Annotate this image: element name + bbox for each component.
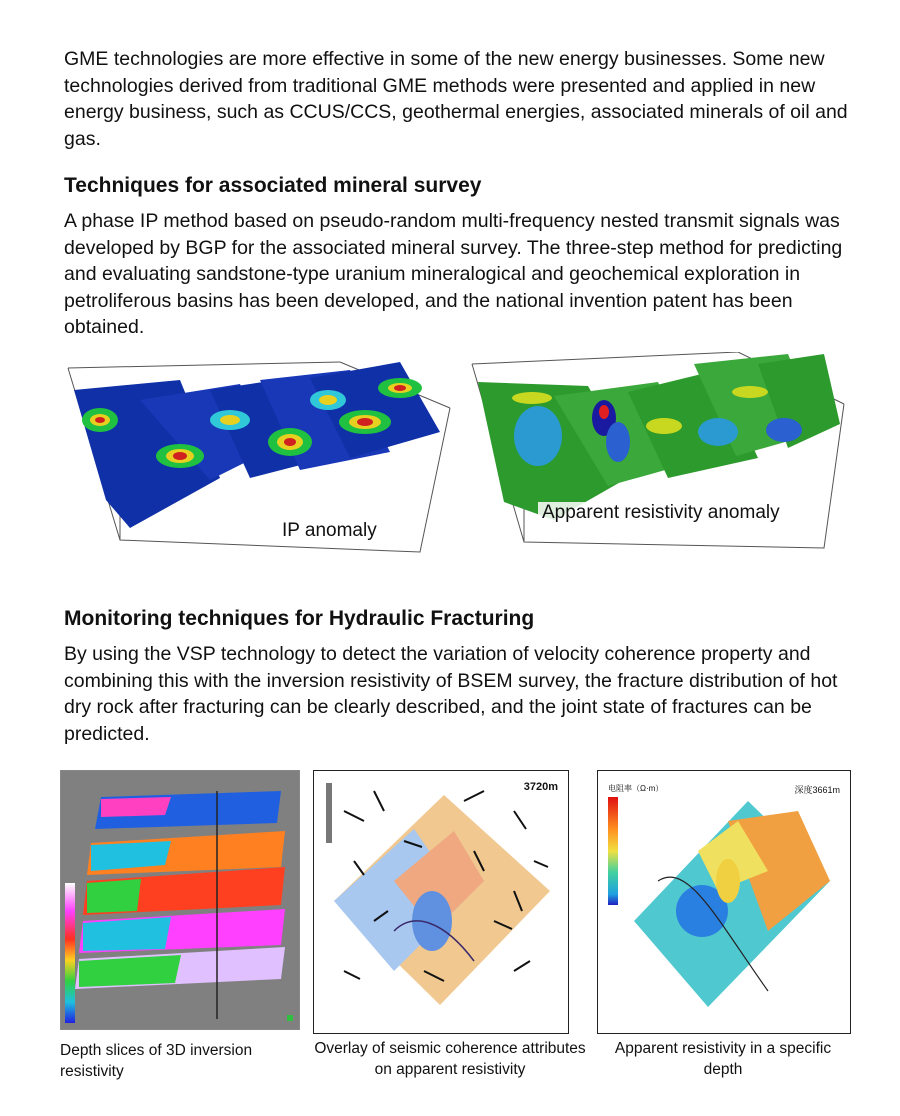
resistivity-legend-title: 电阻率（Ω·m）: [608, 784, 664, 793]
depth-slices-3d-image: [61, 771, 299, 1029]
depth-tag-3661: 深度3661m: [794, 785, 840, 795]
depth-slices-panel: [60, 770, 300, 1030]
caption-depth-slices: Depth slices of 3D inversion resistivity: [60, 1042, 253, 1080]
section-body-mineral-survey: A phase IP method based on pseudo-random multi-frequency nested transmit signals was developed by BGP for the associated mineral survey. The three-step method for predicting and evaluating sandstone-type uranium mineralogical and geochemical exploration in petroliferous basins has been developed, and the national invention patent has been obtained.: [64, 210, 843, 338]
caption-coherence-overlay: Overlay of seismic coherence attributes on apparent resistivity: [314, 1040, 586, 1078]
caption-resistivity-depth: Apparent resistivity in a specific depth: [614, 1040, 832, 1078]
section-heading-mineral-survey: Techniques for associated mineral survey: [64, 174, 482, 197]
ip-anomaly-3d-plot: [60, 360, 460, 570]
ip-anomaly-label: IP anomaly: [278, 520, 381, 542]
ip-anomaly-figure: [60, 360, 460, 570]
section-heading-hydraulic-fracturing: Monitoring techniques for Hydraulic Fracturing: [64, 607, 535, 630]
coherence-overlay-map: [314, 771, 568, 1033]
resistivity-anomaly-label: Apparent resistivity anomaly: [538, 502, 784, 524]
section-body-hydraulic-fracturing: By using the VSP technology to detect the variation of velocity coherence property and combining this with the inversion resistivity of BSEM survey, the fracture distribution of hot dry rock after fracturing can be clearly described, and the joint state of fractures can be predicted.: [64, 643, 838, 745]
coherence-overlay-panel: [313, 770, 569, 1034]
resistivity-anomaly-figure: [468, 352, 858, 552]
resistivity-depth-map: [598, 771, 850, 1033]
depth-tag-3720: 3720m: [523, 781, 558, 793]
resistivity-depth-panel: [597, 770, 851, 1034]
intro-paragraph: GME technologies are more effective in some of the new energy businesses. Some new technologies derived from traditional GME methods were presented and applied in new energy business, such as CCUS/CCS, geothermal energies, associated minerals of oil and gas.: [64, 48, 848, 150]
